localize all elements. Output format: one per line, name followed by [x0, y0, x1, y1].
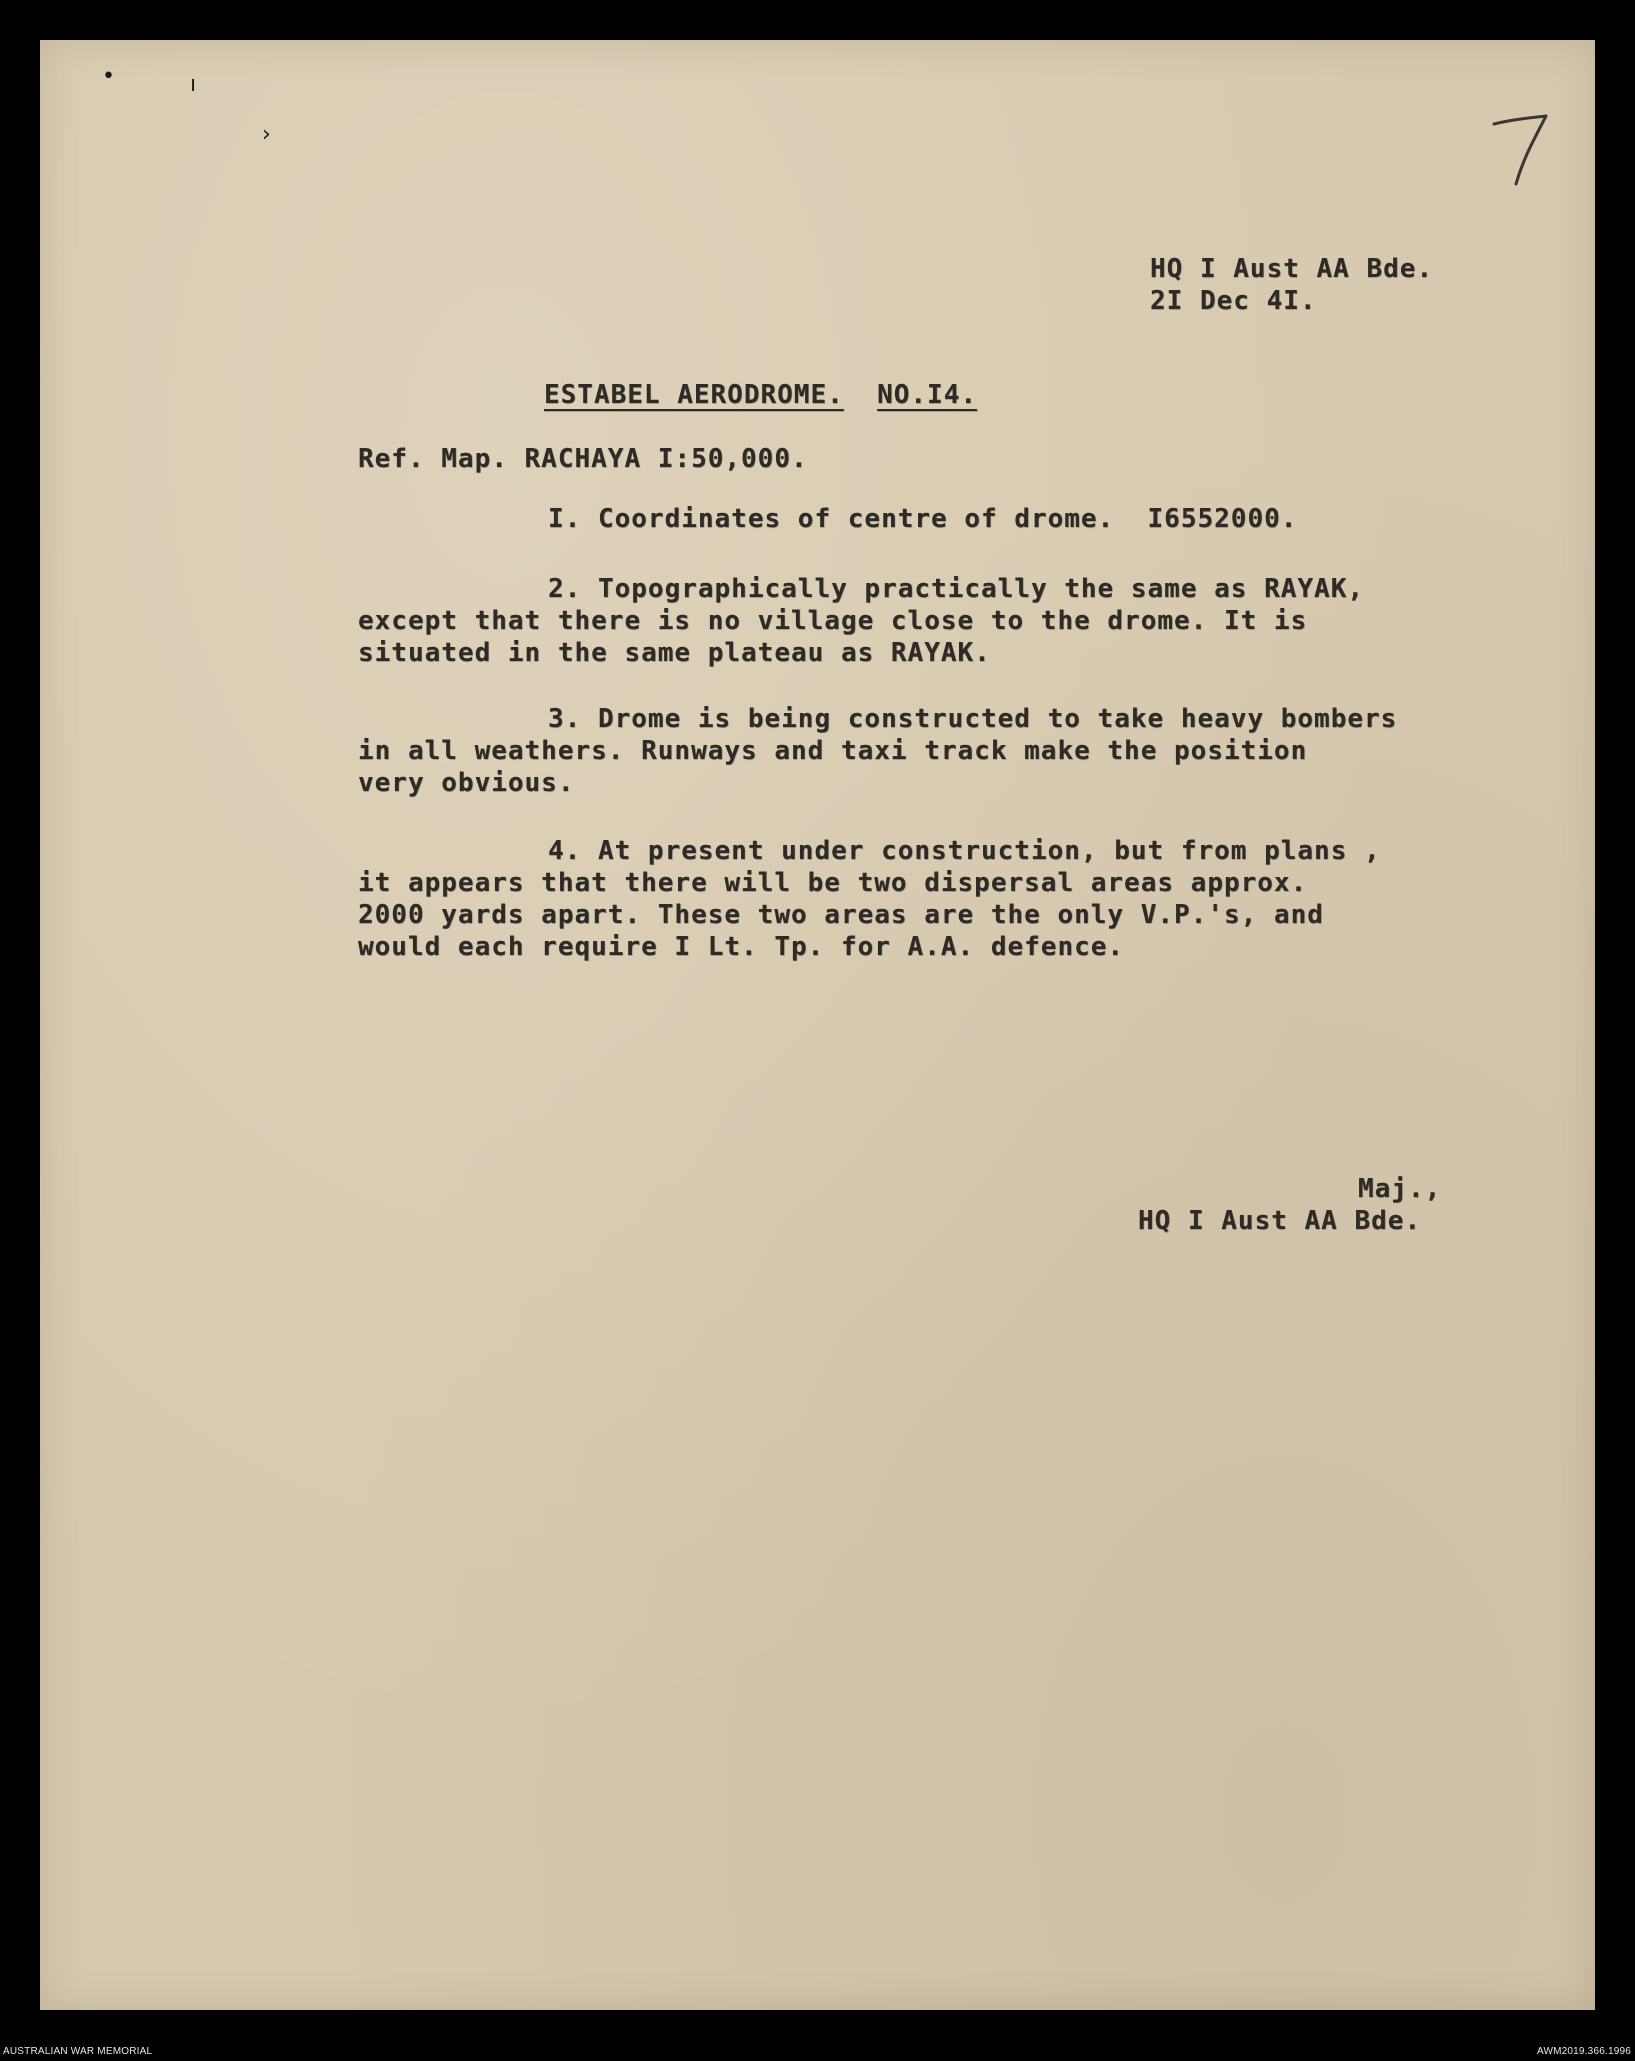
- signature-unit: HQ I Aust AA Bde.: [1138, 1206, 1422, 1236]
- paragraph-3-line: in all weathers. Runways and taxi track make the position: [358, 736, 1308, 766]
- signature-rank: Maj.,: [1358, 1174, 1442, 1204]
- footer-collection-label: AUSTRALIAN WAR MEMORIAL: [3, 2046, 153, 2057]
- ink-mark: •: [102, 64, 115, 89]
- header-date: 2I Dec 4I.: [1150, 286, 1317, 316]
- document-page: [40, 40, 1595, 2010]
- paragraph-2-line: 2. Topographically practically the same as RAYAK,: [548, 574, 1365, 604]
- paragraph-4-line: would each require I Lt. Tp. for A.A. defence.: [358, 932, 1125, 962]
- handwritten-page-number: [1488, 110, 1558, 190]
- paragraph-3-line: very obvious.: [358, 768, 575, 798]
- document-title: [544, 380, 977, 410]
- ink-mark: ı: [190, 72, 197, 97]
- paragraph-2-line: except that there is no village close to the drome. It is: [358, 606, 1308, 636]
- paragraph-4-line: 4. At present under construction, but from plans ,: [548, 836, 1381, 866]
- ink-mark: ›: [262, 122, 271, 147]
- header-unit: HQ I Aust AA Bde.: [1150, 254, 1434, 284]
- paragraph-4-line: it appears that there will be two dispersal areas approx.: [358, 868, 1308, 898]
- paragraph-2-line: situated in the same plateau as RAYAK.: [358, 638, 991, 668]
- title-number: NO.I4.: [877, 380, 977, 410]
- paragraph-3-line: 3. Drome is being constructed to take heavy bombers: [548, 704, 1398, 734]
- map-reference: Ref. Map. RACHAYA I:50,000.: [358, 444, 808, 474]
- title-text: ESTABEL AERODROME.: [544, 380, 844, 410]
- paragraph-4-line: 2000 yards apart. These two areas are the only V.P.'s, and: [358, 900, 1324, 930]
- footer-accession-number: AWM2019.366.1996: [1536, 2046, 1631, 2057]
- paragraph-1-line: I. Coordinates of centre of drome. I6552000.: [548, 504, 1298, 534]
